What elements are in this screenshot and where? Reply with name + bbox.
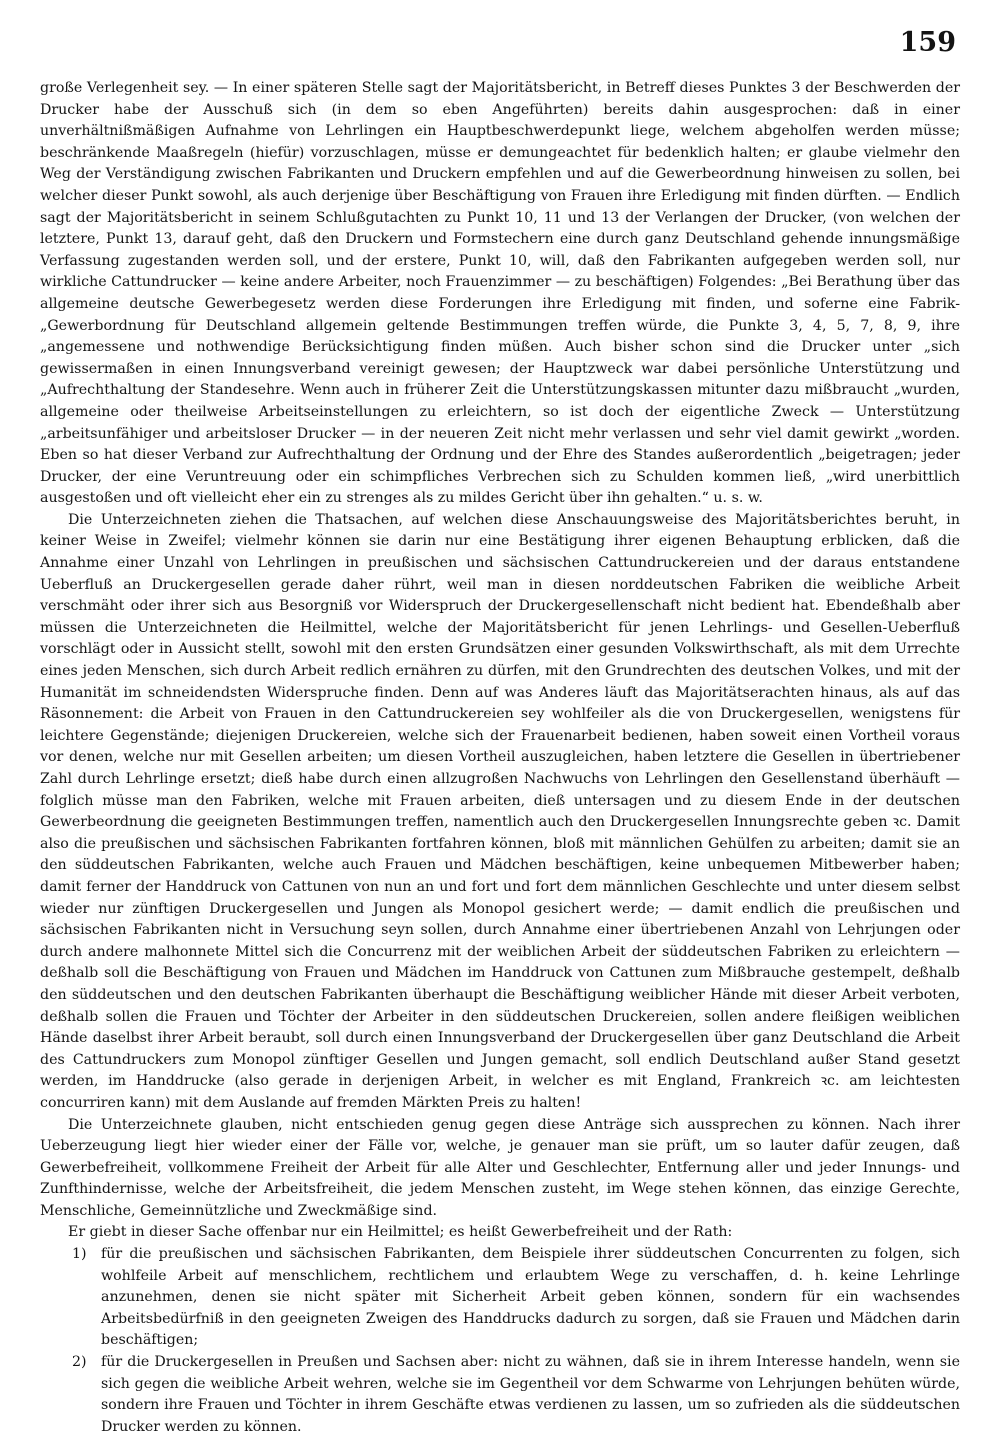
list-item	[40, 1352, 960, 1438]
list-item-number: 1)	[72, 1246, 87, 1263]
page-number: 159	[899, 27, 956, 58]
paragraph-unterzeichneten: Die Unterzeichneten ziehen die Thatsachen, auf welchen diese Anschauungsweise des Majoritätsberichtes beruht, in keiner Weise in Zweifel; vielmehr können sie darin nur eine Bestätigung ihrer eigenen Behauptung erblicken, daß die Annahme einer Unzahl von Lehrlingen in preußischen und sächsischen Cattundruckereien und der daraus entstandene Ueberfluß an Druckergesellen gerade daher rührt, weil man in diesen norddeutschen Fabriken die weibliche Arbeit verschmäht oder ihrer sich aus Besorgniß vor Widerspruch der Druckergesellenschaft nicht bedient hat. Ebendeßhalb aber müssen die Unterzeichneten die Heilmittel, welche der Majoritätsbericht für jenen Lehrlings- und Gesellen-Ueberfluß vorschlägt oder in Aussicht stellt, sowohl mit den ersten Grundsätzen einer gesunden Volkswirthschaft, als mit dem Urrechte eines jeden Menschen, sich durch Arbeit redlich ernähren zu dürfen, mit den Grundrechten des deutschen Volkes, und mit der Humanität im schneidendsten Widerspruche finden. Denn auf was Anderes läuft das Majoritätserachten hinaus, als auf das Räsonnement: die Arbeit von Frauen in den Cattundruckereien sey wohlfeiler als die von Druckergesellen, wenigstens für leichtere Gegenstände; diejenigen Druckereien, welche sich der Frauenarbeit bedienen, haben soweit einen Vortheil voraus vor denen, welche nur mit Gesellen arbeiten; um diesen Vortheil auszugleichen, haben letztere die Gesellen in übertriebener Zahl durch Lehrlinge ersetzt; dieß habe durch einen allzugroßen Nachwuchs von Lehrlingen den Gesellenstand überhäuft — folglich müsse man den Fabriken, welche mit Frauen arbeiten, dieß untersagen und zu diesem Ende in der deutschen Gewerbeordnung die geeigneten Bestimmungen treffen, namentlich auch den Druckergesellen Innungsrechte geben ꝛc. Damit also die preußischen und sächsischen Fabrikanten fortfahren können, bloß mit männlichen Gehülfen zu arbeiten; damit sie an den süddeutschen Fabrikanten, welche auch Frauen und Mädchen beschäftigen, keine unbequemen Mitbewerber haben; damit ferner der Handdruck von Cattunen von nun an und fort und fort dem männlichen Geschlechte und unter diesem selbst wieder nur zünftigen Druckergesellen und Jungen als Monopol gesichert werde; — damit endlich die preußischen und sächsischen Fabrikanten nicht in Versuchung seyn sollen, durch Annahme einer übertriebenen Anzahl von Lehrjungen oder durch andere malhonnete Mittel sich die Concurrenz mit der weiblichen Arbeit der süddeutschen Fabriken zu erleichtern — deßhalb soll die Beschäftigung von Frauen und Mädchen im Handdruck von Cattunen zum Mißbrauche gestempelt, deßhalb den süddeutschen und den deutschen Fabrikanten überhaupt die Beschäftigung weiblicher Hände mit dieser Arbeit verboten, deßhalb sollen die Frauen und Töchter der Arbeiter in den süddeutschen Druckereien, sollen andere fleißigen weiblichen Hände daselbst ihrer Arbeit beraubt, soll durch einen Innungsverband der Druckergesellen über ganz Deutschland die Arbeit des Cattundruckers zum Monopol zünftiger Gesellen und Jungen gemacht, soll endlich Deutschland außer Stand gesetzt werden, im Handdrucke (also gerade in derjenigen Arbeit, in welcher es mit England, Frankreich ꝛc. am leichtesten concurriren kann) mit dem Auslande auf fremden Märkten Preis zu halten!	[40, 511, 960, 1111]
list-item-text: für die preußischen und sächsischen Fabrikanten, dem Beispiele ihrer süddeutschen Concurrenten zu folgen, sich wohlfeile Arbeit auf menschlichem, rechtlichem und erlaubtem Wege zu verschaffen, d. h. keine Lehrlinge anzunehmen, denen sie nicht später mit Sicherheit Arbeit geben können, sondern für ein wachsendes Arbeitsbedürfniß in den geeigneten Zweigen des Handdrucks dadurch zu sorgen, daß sie Frauen und Mädchen darin beschäftigen;	[101, 1246, 960, 1349]
list-item-text: für die Druckergesellen in Preußen und Sachsen aber: nicht zu wähnen, daß sie in ihrem Interesse handeln, wenn sie sich gegen die weibliche Arbeit wehren, welche sie im Gegentheil vor dem Schwarme von Lehrjungen behüten würde, sondern ihre Frauen und Töchter in ihrem Geschäfte etwas verdienen zu lassen, um so zufrieden als die süddeutschen Drucker werden zu können.	[101, 1354, 960, 1435]
list-item	[40, 1244, 960, 1352]
paragraph-heilmittel: Er giebt in dieser Sache offenbar nur ein Heilmittel; es heißt Gewerbefreiheit und der Rath:	[68, 1224, 733, 1241]
paragraph-gewerbefreiheit: Die Unterzeichnete glauben, nicht entschieden genug gegen diese Anträge sich aussprechen zu können. Nach ihrer Ueberzeugung liegt hier wieder einer der Fälle vor, welche, je genauer man sie prüft, um so lauter dafür zeugen, daß Gewerbefreiheit, vollkommene Freiheit der Arbeit für alle Alter und Geschlechter, Entfernung aller und jeder Innungs- und Zunfthindernisse, welche der Arbeitsfreiheit, die jedem Menschen zusteht, im Wege stehen können, das einzige Gerechte, Menschliche, Gemeinnützliche und Zweckmäßige sind.	[40, 1116, 960, 1219]
list-item-number: 2)	[72, 1354, 87, 1371]
paragraph-continuation: große Verlegenheit sey. — In einer späteren Stelle sagt der Majoritätsbericht, in Betreff dieses Punktes 3 der Beschwerden der Drucker habe der Ausschuß sich (in dem so eben Angeführten) bereits dahin ausgesprochen: daß in einer unverhältnißmäßigen Aufnahme von Lehrlingen ein Hauptbeschwerdepunkt liege, welchem abgeholfen werden müsse; beschränkende Maaßregeln (hiefür) vorzuschlagen, müsse er demungeachtet für bedenklich halten; er glaube vielmehr den Weg der Verständigung zwischen Fabrikanten und Druckern empfehlen und auf die Gewerbeordnung hinweisen zu sollen, bei welcher dieser Punkt sowohl, als auch derjenige über Beschäftigung von Frauen ihre Erledigung mit finden dürften. — Endlich sagt der Majoritätsbericht in seinem Schlußgutachten zu Punkt 10, 11 und 13 der Verlangen der Drucker, (von welchen der letztere, Punkt 13, darauf geht, daß den Druckern und Formstechern eine durch ganz Deutschland gehende innungsmäßige Verfassung zugestanden werden soll, und der erstere, Punkt 10, will, daß den Fabrikanten aufgegeben werden soll, nur wirkliche Cattundrucker — keine andere Arbeiter, noch Frauenzimmer — zu beschäftigen) Folgendes: „Bei Berathung über das allgemeine deutsche Gewerbegesetz werden diese Forderungen ihre Erledigung mit finden, und soferne eine Fabrik-„Gewerbordnung für Deutschland allgemein geltende Bestimmungen treffen würde, die Punkte 3, 4, 5, 7, 8, 9, ihre „angemessene und nothwendige Berücksichtigung finden müßen. Auch bisher schon sind die Drucker unter „sich gewissermaßen in einen Innungsverband vereinigt gewesen; der Hauptzweck war dabei persönliche Unterstützung und „Aufrechthaltung der Standesehre. Wenn auch in früherer Zeit die Unterstützungskassen mitunter dazu mißbraucht „wurden, allgemeine oder theilweise Arbeitseinstellungen zu erleichtern, so ist doch der eigentliche Zweck — Unterstützung „arbeitsunfähiger und arbeitsloser Drucker — in der neueren Zeit nicht mehr verlassen und sehr viel damit gewirkt „worden. Eben so hat dieser Verband zur Aufrechthaltung der Ordnung und der Ehre des Standes außerordentlich „beigetragen; jeder Drucker, der eine Veruntreuung oder ein schimpfliches Verbrechen sich zu Schulden kommen ließ, „wird unerbittlich ausgestoßen und oft vielleicht eher ein zu strenges als zu mildes Gericht über ihn gehalten.“ u. s. w.	[40, 80, 960, 507]
